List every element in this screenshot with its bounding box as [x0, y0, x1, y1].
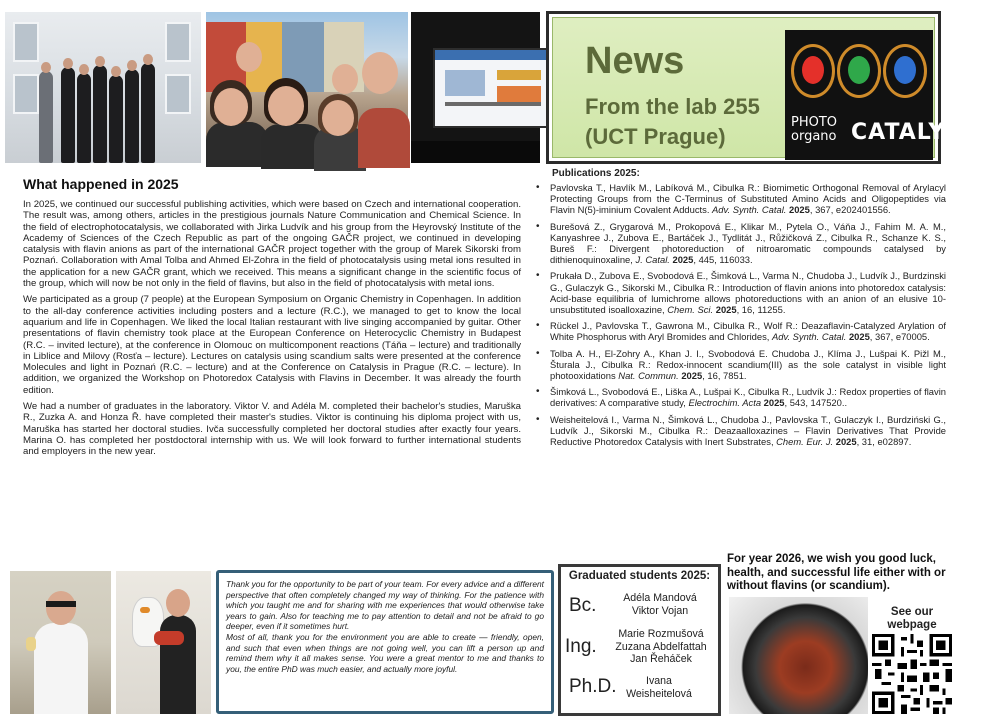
section-title-what-happened: What happened in 2025 — [23, 176, 179, 192]
publication-item — [534, 270, 946, 315]
graduated-students-box — [558, 564, 721, 716]
publication-authors-title: Weisheitelová I., Varma N., Šimková L., Chudoba J., Pavlovska T., Gulaczyk I., Burdziński G., Ludvík J., Sikorski M., Cibulka R.: Deazaalloxazines – Flavin Derivatives That Provide Reductive Photoredox Catalysis with Inert Substrates, — [550, 413, 946, 448]
publication-volume-pages: , 445, 116033. — [693, 254, 753, 266]
publication-volume-pages: , 16, 11255. — [736, 304, 786, 316]
group-selfie-photo — [206, 12, 408, 163]
graduate-name: Ivana — [646, 675, 672, 687]
paragraph: In 2025, we continued our successful publishing activities, which were based on Czech and international cooperation. The result was, among others, articles in the prestigious journals Nature Communication and Chemical Science. In the field of electrophotocatalysis, we collaborated with Jirka Ludvík and his group from the Heyrovský Institute of the Academy of Sciences of the Czech Republic as part of the ongoing GAČR project, we continued in developing catalysis with flavin anions as part of the international GAČR project together with the group of Marek Sikorski from Poznań. Collaboration with Amal Tolba and Ahmed El-Zohra in the field of photocatalysis using metal ions resulted in the application for a new GAČR grant, which we received. This means a significant change in the scientific focus of the group, which will now be not only in the field of flavins, but also in the field of photocatalysis with metal ions. — [23, 199, 521, 290]
thank-you-paragraph: Most of all, thank you for the environment you are able to create — friendly, open, and such that even when things are not going well, you can lift a person up and remind them why it all makes sense. You were a great mentor to me and thanks to you, the entire PhD was much easier, and actually more joyful. — [226, 631, 544, 674]
lecture-photo — [411, 12, 540, 163]
publication-year: 2025 — [848, 331, 870, 343]
publication-journal: Nat. Commun. — [618, 370, 679, 382]
publication-authors-title: Tolba A. H., El-Zohry A., Khan J. I., Svobodová E. Chudoba J., Klíma J., Lušpai K. Pižl M., Šturala J., Cibulka R.: Redox-innocent scandium(III) as the sole catalyst in visible light photooxidations — [550, 347, 946, 382]
paragraph: We had a number of graduates in the laboratory. Viktor V. and Adéla M. completed their bachelor's studies, Maruška R., Zuzka A. and Honza Ř. have completed their master's studies. Viktor is continuing his diploma project with us, Maruška has started her doctoral studies. Ivča successfully completed her doctoral studies after exactly four years. Marina O. has completed her postdoctoral internship with us. We will look forward to further international students and employers in the new year. — [23, 401, 521, 458]
publications-title: Publications 2025: — [552, 168, 640, 179]
logo-text-organo: organo — [791, 129, 837, 144]
news-subtitle-line1: From the lab 255 — [585, 94, 760, 119]
publication-year: 2025 — [672, 254, 694, 266]
publication-item — [534, 348, 946, 382]
publication-journal: J. Catal. — [635, 254, 670, 266]
bc-names — [605, 592, 715, 617]
graduate-name: Adéla Mandová — [623, 592, 697, 604]
logo-text-photo-organo — [791, 116, 837, 144]
qr-code-icon[interactable] — [872, 634, 952, 714]
degree-ing: Ing. — [565, 636, 597, 657]
graduate-name: Viktor Vojan — [631, 604, 689, 617]
phd-names — [617, 675, 701, 700]
see-webpage-line2: webpage — [887, 619, 937, 631]
publication-item — [534, 320, 946, 342]
publication-journal: Chem. Sci. — [667, 304, 714, 316]
publication-journal: Chem. Eur. J. — [776, 436, 834, 448]
publication-volume-pages: , 367, e70005. — [869, 331, 930, 343]
graduate-name: Zuzana Abdelfattah — [615, 640, 707, 653]
news-subtitle — [585, 92, 760, 152]
publication-authors-title: Burešová Z., Grygarová M., Prokopová E., Klikar M., Pytela O., Váňa J., Fahim M. A. M., Kanyashree J., Zubova E., Bartáček J., Tydlitát J., Růžičková Z., Cibulka R., Schanze K. S., Bureš F.: Divergent photoreduction of nitroaromatic compounds catalysed by dithienoquinoxaline, — [550, 220, 946, 266]
publication-year: 2025 — [789, 204, 810, 216]
publication-authors-title: Šimková L., Svobodová E., Liška A., Lušpai K., Cibulka R., Ludvík J.: Redox properties of flavin derivatives: A comparative study, — [550, 386, 946, 409]
publication-item — [534, 386, 946, 408]
publication-authors-title: Prukała D., Zubova E., Svobodová E., Šimková L., Varma N., Chudoba J., Ludvík J., Burdzinski G., Gulaczyk G., Sikorski M., Cibulka R.: Introduction of flavin anions into photoredox catalysis: Acid-base equilibria of lumichrome allows photoreductions with an anion of an elusive 10-unsubstituted isoalloxazine, — [550, 270, 946, 316]
publication-authors-title: Pavlovska T., Havlík M., Labíková M., Cibulka R.: Biomimetic Orthogonal Removal of Arylacyl Protecting Groups from the C-Terminus of Substituted Amino Acids and Oligopeptides via Flavin N(5)-iminium Covalent Adducts. — [550, 182, 946, 216]
publication-year: 2025 — [763, 397, 785, 409]
publication-authors-title: Rückel J., Pavlovska T., Gawrona M., Cibulka R., Wolf R.: Deazaflavin-Catalyzed Arylation of White Phosphorus with Aryl Bromides and Chlorides, — [550, 320, 946, 343]
publication-year: 2025 — [681, 370, 703, 382]
publication-volume-pages: , 31, e02897. — [856, 436, 912, 448]
logo-text-catalysis: CATALYSIS — [851, 120, 988, 145]
new-year-wish: For year 2026, we wish you good luck, health, and successful life either with or without flavins (or scandium). — [727, 553, 946, 593]
publication-volume-pages: , 543, 147520.. — [784, 397, 848, 409]
graduate-name: Jan Řeháček — [630, 653, 692, 665]
publication-journal: Adv. Synth. Catal. — [712, 204, 787, 216]
publications-title-text: Publications 2025 — [552, 168, 637, 179]
publication-journal: Electrochim. Acta — [688, 397, 762, 409]
thank-you-paragraph: Thank you for the opportunity to be part of your team. For every advice and a different perspective that often completely changed my way of thinking. For the patience with which you taught me and for sharing with me experiences that would otherwise take years to gain. Also for teaching me to pay attention to detail and not be afraid to go deeper, even if it sometimes hurt. — [226, 579, 544, 632]
photo-organo-catalysis-logo — [785, 30, 988, 160]
lab-photo-chemist — [10, 571, 111, 714]
graduate-name: Marie Rozmušová — [618, 628, 704, 640]
publication-volume-pages: , 16, 7851. — [702, 370, 747, 382]
publication-item — [534, 414, 946, 448]
logo-text-photo: PHOTO — [791, 115, 838, 130]
graduate-name: Weisheitelová — [626, 687, 692, 700]
publications-section — [534, 168, 946, 452]
degree-phd: Ph.D. — [569, 676, 617, 697]
publication-year: 2025 — [715, 304, 737, 316]
degree-bc: Bc. — [569, 595, 597, 616]
news-banner — [546, 11, 988, 164]
publication-year: 2025 — [835, 436, 857, 448]
ing-names — [603, 628, 719, 666]
publication-item — [534, 221, 946, 266]
see-webpage-line1: See our — [890, 606, 934, 618]
group-photo-corridor — [5, 12, 201, 163]
thank-you-note — [216, 570, 554, 714]
graduated-title: Graduated students 2025: — [568, 570, 711, 582]
news-subtitle-line2: (UCT Prague) — [585, 124, 726, 149]
what-happened-text — [23, 199, 521, 463]
see-webpage-label — [872, 606, 952, 632]
publication-item — [534, 182, 946, 216]
photo-with-plush-toy — [116, 571, 211, 714]
qr-code-graphic — [872, 634, 952, 714]
publication-journal: Adv. Synth. Catal. — [771, 331, 847, 343]
publication-volume-pages: , 367, e202401556. — [809, 204, 891, 216]
cooking-pot-photo — [729, 597, 868, 714]
news-title: News — [585, 40, 685, 82]
paragraph: We participated as a group (7 people) at the European Symposium on Organic Chemistry in Copenhagen. In addition to the all-day conference activities including posters and a lecture (R.C.), we managed to get to know the local aquarium and life in Copenhagen. We liked the local Italian restaurant with live singing accompanied by guitar. Other presentations of flavin chemistry took place at the European Conference on Heterocyclic Chemistry in Budapest (R.C. – invited lecture), at the conference in Olomouc on multicomponent reactions (Táňa – lecture) and traditionally in Liblice and Milovy (Rosťa – lecture). Lectures on catalysis using scandium salts were presented at the conference Molecules and light in Poznań (R.C. – lecture) and at the Conference on Catalysis in Prague (R.C. – lecture). In addition, we organized the Workshop on Photoredox Catalysis with Flavins in December. It was already the fourth edition. — [23, 294, 521, 396]
publications-list — [534, 182, 946, 447]
